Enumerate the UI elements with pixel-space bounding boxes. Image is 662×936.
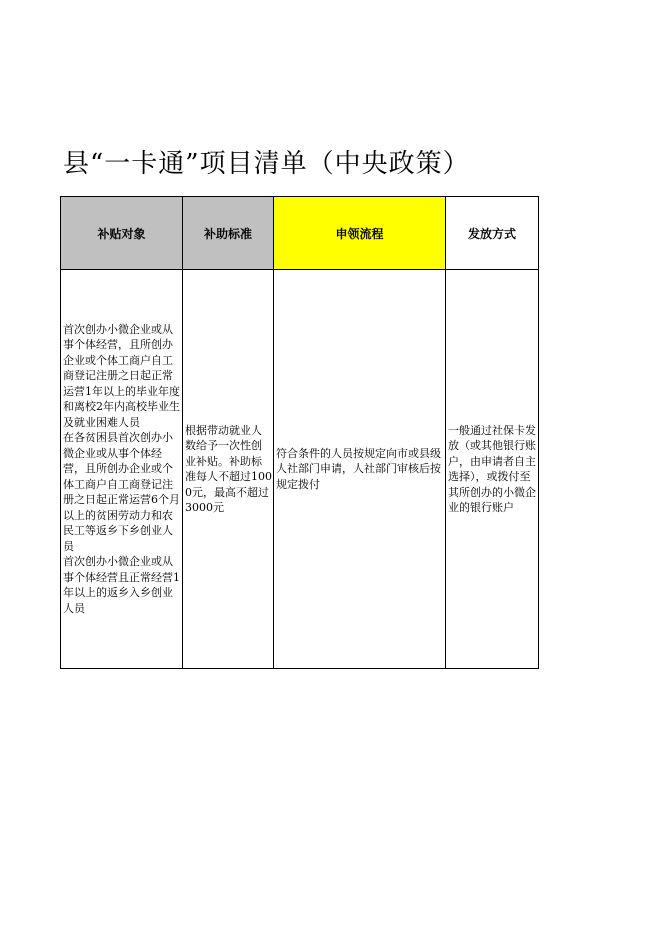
header-subsidy-standard: 补助标准 <box>183 197 274 270</box>
subsidy-target-text: 首次创办小微企业或从事个体经营，且所创办企业或个体工商户自工商登记注册之日起正常运营1年以上的毕业年度和离校2年内高校毕业生及就业困难人员 在各贫困县首次创办小微企业或从事个体经营，且所创办企业或个体工商户自工商登记注册之日起正常运营6个月以上的贫困劳动力和农民工等返乡下乡创业人员 首次创办小微企业或从事个体经营且正常经营1年以上的返乡入乡创业人员 <box>63 322 180 615</box>
cell-subsidy-standard <box>183 270 274 669</box>
header-application-process: 申领流程 <box>274 197 446 270</box>
table-row <box>61 270 539 669</box>
payment-method-text: 一般通过社保卡发放（或其他银行账户，由申请者自主选择），或拨付至其所创办的小微企业的银行账户 <box>448 423 536 514</box>
cell-payment-method <box>446 270 539 669</box>
policy-table <box>60 196 539 669</box>
cell-subsidy-target <box>61 270 183 669</box>
application-process-text: 符合条件的人员按规定向市或县级人社部门申请，人社部门审核后按规定拨付 <box>276 446 441 491</box>
table-header-row <box>61 197 539 270</box>
cell-application-process <box>274 270 446 669</box>
header-subsidy-target: 补贴对象 <box>61 197 183 270</box>
subsidy-standard-text: 根据带动就业人数给予一次性创业补贴。补助标准每人不超过1000元，最高不超过3000元 <box>185 423 272 514</box>
header-payment-method: 发放方式 <box>446 197 539 270</box>
page-title: 县“一卡通”项目清单（中央政策） <box>63 149 470 179</box>
